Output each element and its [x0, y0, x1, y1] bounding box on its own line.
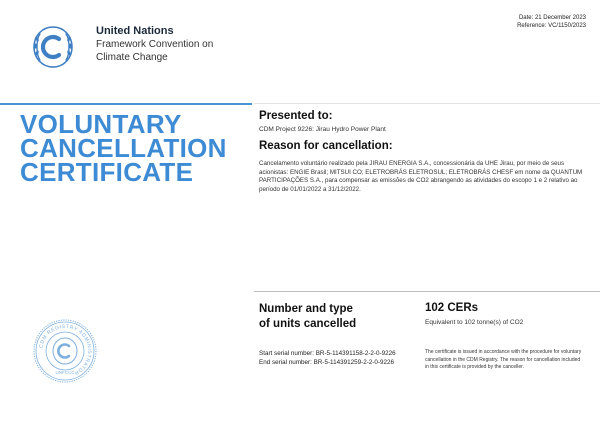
title-divider	[0, 103, 252, 105]
registry-seal-icon	[32, 318, 98, 384]
title-line-2: CANCELLATION	[20, 133, 227, 163]
units-equivalent: Equivalent to 102 tonne(s) of CO2	[425, 319, 524, 326]
project-name: CDM Project 9226: Jirau Hydro Power Plant	[259, 126, 386, 133]
units-divider	[254, 291, 600, 292]
reason-text: Cancelamento voluntário realizado pela JIRAU ENERGIA S.A., concessionária da UHE Jirau, por meio de seus acionistas: ENGIE Brasil; MITSUI CO; ELETROBRÁS ELETROSUL; ELETROBRÁS CHESF em nome da QUANTUM PARTICIPAÇÕES S.A., para compensar as emissões de CO2 abrangendo as atividades do escopo 1 e 2 relativo ao período de 01/01/2022 a 31/12/2022.	[259, 160, 583, 193]
units-heading-line-2: of units cancelled	[259, 318, 357, 330]
seal-ring-text: CDM REGISTRY ADMINISTRATOR	[38, 323, 93, 376]
units-heading-line-1: Number and type	[259, 303, 353, 315]
title-line-3: CERTIFICATE	[20, 157, 194, 187]
certificate-meta	[517, 14, 586, 30]
section-divider	[254, 103, 600, 104]
end-serial-number: End serial number: BR-5-114391259-2-2-0-9226	[259, 359, 394, 366]
seal-bottom-text: UNFCCC	[55, 370, 75, 375]
reason-heading: Reason for cancellation:	[259, 140, 393, 152]
certificate-reference: Reference: VC/1150/2023	[517, 23, 586, 30]
presented-heading: Presented to:	[259, 110, 333, 122]
org-line-1: United Nations	[96, 25, 174, 37]
org-line-3: Climate Change	[96, 52, 168, 64]
unfccc-logo-icon	[30, 24, 76, 70]
units-amount: 102 CERs	[425, 302, 479, 314]
title-line-1: VOLUNTARY	[20, 109, 182, 139]
start-serial-number: Start serial number: BR-5-114391158-2-2-0-9226	[259, 350, 396, 357]
issuance-note: The certificate is issued in accordance with the procedure for voluntary cancellation in the CDM Registry. The reason for cancellation included in this certificate is provided by the canceller.	[425, 349, 582, 370]
certificate-title	[20, 109, 256, 187]
organization-name	[96, 24, 213, 64]
org-line-2: Framework Convention on	[96, 39, 214, 51]
certificate-date: Date: 21 December 2023	[518, 15, 586, 21]
serial-numbers	[259, 349, 396, 367]
units-heading	[259, 302, 409, 332]
